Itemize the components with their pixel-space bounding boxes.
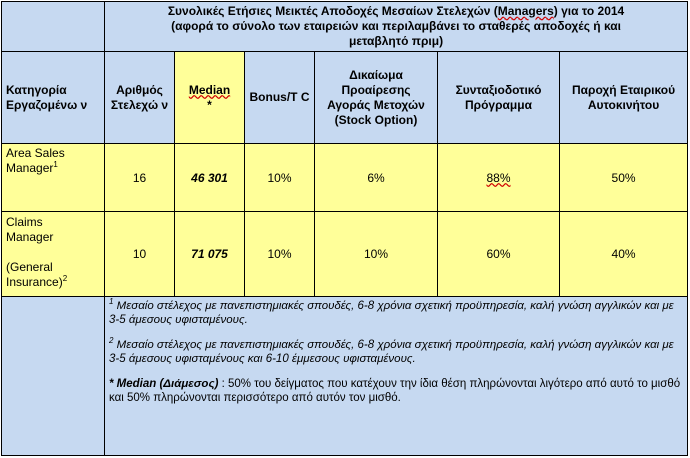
header-stock-option: Δικαίωμα Προαίρεσης Αγοράς Μετοχών (Stock Option) bbox=[315, 52, 438, 144]
footnotes bbox=[105, 297, 688, 456]
row2-count: 10 bbox=[105, 212, 175, 297]
row2-category-line2: Manager bbox=[6, 230, 54, 244]
row1-category-line1: Area Sales bbox=[6, 146, 65, 160]
title-line1-post: ) για το 2014 bbox=[553, 4, 625, 18]
row2-category bbox=[2, 212, 105, 297]
title-line3: μεταβλητό πριμ) bbox=[349, 34, 444, 48]
row2-category-line4: Insurance) bbox=[6, 275, 63, 289]
notes-blank-cell bbox=[2, 297, 105, 456]
header-category: Κατηγορία Εργαζομένω ν bbox=[2, 52, 105, 144]
header-company-car: Παροχή Εταιρικού Αυτοκινήτου bbox=[560, 52, 688, 144]
row1-category-line2: Manager bbox=[6, 161, 54, 175]
row2-pension: 60% bbox=[438, 212, 560, 297]
table-row bbox=[2, 144, 688, 212]
row1-count: 16 bbox=[105, 144, 175, 212]
row2-stock-option: 10% bbox=[315, 212, 438, 297]
row1-category bbox=[2, 144, 105, 212]
row1-pension bbox=[438, 144, 560, 212]
footnote-1 bbox=[109, 299, 683, 327]
footnote-2-text: Μεσαίο στέλεχος με πανεπιστημιακές σπουδές, 6-8 χρόνια σχετική προϋπηρεσία, καλή γνώση αγγλικών και με 3-5 άμεσους υφισταμένους και 6-10 έμμεσους υφισταμένους. bbox=[109, 339, 674, 365]
title-line1-pre: Συνολικές Ετήσιες Μεικτές Αποδοχές Μεσαίων Στελεχών ( bbox=[167, 4, 498, 18]
row1-pension-value: 88% bbox=[486, 170, 511, 185]
row2-category-line1: Claims bbox=[6, 215, 43, 229]
row1-footnote-ref: 1 bbox=[53, 160, 58, 169]
row2-footnote-ref: 2 bbox=[62, 274, 68, 283]
header-median bbox=[175, 52, 245, 144]
title-managers-word: Managers bbox=[497, 4, 554, 18]
row2-company-car: 40% bbox=[560, 212, 688, 297]
header-count: Αριθμός Στελεχώ ν bbox=[105, 52, 175, 144]
row2-category-line3: (General bbox=[6, 260, 53, 274]
row1-company-car: 50% bbox=[560, 144, 688, 212]
row2-median: 71 075 bbox=[175, 212, 245, 297]
header-bonus: Bonus/T C bbox=[245, 52, 315, 144]
footnote-2 bbox=[109, 338, 683, 366]
header-row bbox=[2, 52, 688, 144]
median-definition-label: * Median (Διάμεσος) bbox=[109, 378, 219, 390]
median-definition-text: : 50% του δείγματος που κατέχουν την ίδια θέση πληρώνονται λιγότερο από αυτό το μισθό και 50% πληρώνονται περισσότερο από αυτόν τον μισθό. bbox=[109, 378, 681, 404]
row1-median: 46 301 bbox=[175, 144, 245, 212]
table-row bbox=[2, 212, 688, 297]
footnote-1-text: Μεσαίο στέλεχος με πανεπιστημιακές σπουδές, 6-8 χρόνια σχετική προϋπηρεσία, καλή γνώση αγγλικών και με 3-5 άμεσους υφισταμένους. bbox=[109, 300, 674, 326]
footnote-1-marker: 1 bbox=[109, 297, 114, 307]
row1-stock-option: 6% bbox=[315, 144, 438, 212]
header-median-label: Median bbox=[188, 82, 231, 97]
row1-bonus: 10% bbox=[245, 144, 315, 212]
header-median-star: * bbox=[207, 97, 212, 112]
blank-corner-cell bbox=[2, 2, 105, 52]
table-title bbox=[105, 2, 688, 52]
row2-bonus: 10% bbox=[245, 212, 315, 297]
notes-row bbox=[2, 297, 688, 456]
median-definition bbox=[109, 377, 683, 405]
title-line2: (αφορά το σύνολο των εταιρειών και περιλαμβάνει το σταθερές αποδοχές ή και bbox=[171, 19, 621, 33]
header-pension: Συνταξιοδοτικό Πρόγραμμα bbox=[438, 52, 560, 144]
salary-table bbox=[1, 1, 688, 456]
footnote-2-marker: 2 bbox=[109, 336, 114, 346]
